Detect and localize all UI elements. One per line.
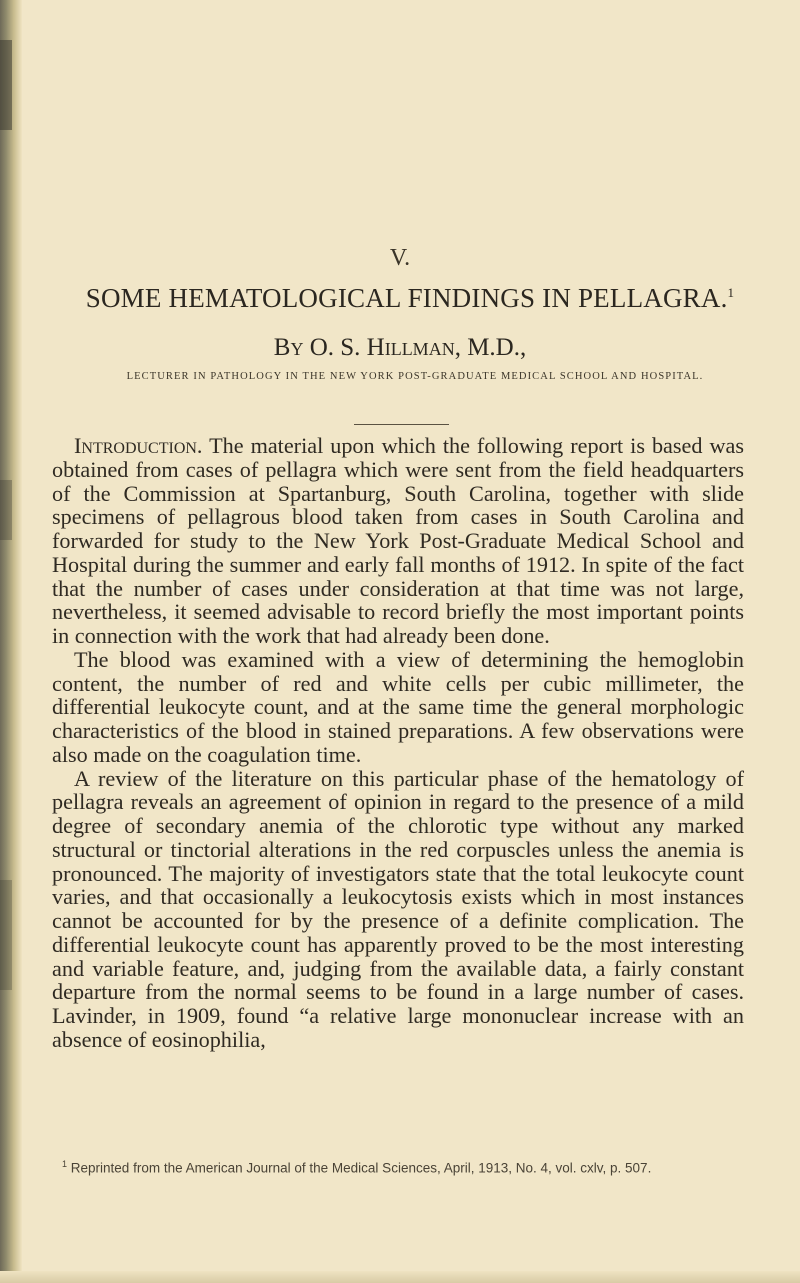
article-title xyxy=(60,283,760,314)
author-line: By O. S. Hillman, M.D., xyxy=(273,334,527,361)
binding-edge xyxy=(0,0,22,1283)
footnote-marker: 1 xyxy=(62,1159,68,1169)
footnote-entry xyxy=(52,1156,752,1177)
footnote xyxy=(52,1156,752,1177)
title-text: SOME HEMATOLOGICAL FINDINGS IN PELLAGRA. xyxy=(85,283,728,313)
article-body xyxy=(52,434,744,1052)
page-bottom-edge xyxy=(0,1271,800,1283)
paragraph-text: The material upon which the following report is based was obtained from cases of pellagra which were sent from the field headquarters of the Commission at Spartanburg, South Carolina, together with slide specimens of pellagrous blood taken from cases in South Carolina and forwarded for study to the New York Post-Graduate Medical School and Hospital during the summer and early fall months of 1912. In spite of the fact that the number of cases under consideration at that time was not large, nevertheless, it seemed advisable to record briefly the most important points in connection with the work that had already been done. xyxy=(52,433,744,648)
author-affiliation: LECTURER IN PATHOLOGY IN THE NEW YORK POST-GRADUATE MEDICAL SCHOOL AND HOSPITAL. xyxy=(126,371,704,382)
binding-shadow xyxy=(0,880,12,990)
paragraph-blood-examination: The blood was examined with a view of determining the hemoglobin content, the number of red and white cells per cubic millimeter, the differential leukocyte count, and at the same time the general morphologic characteristics of the blood in stained preparations. A few observations were also made on the coagulation time. xyxy=(52,646,744,767)
chapter-numeral: V. xyxy=(389,245,411,271)
binding-shadow xyxy=(0,480,12,540)
divider-rule xyxy=(354,424,449,425)
title-footnote-marker: 1 xyxy=(727,285,735,300)
paragraph-literature-review: A review of the literature on this particular phase of the hematology of pellagra reveals an agreement of opinion in regard to the presence of a mild degree of secondary anemia of the chlorotic type without any marked structural or tinctorial alterations in the red corpuscles unless the anemia is pronounced. The majority of investigators state that the total leukocyte count varies, and that occasionally a leukocytosis exists which in most instances cannot be accounted for by the presence of a definite complication. The differential leukocyte count has apparently proved to be the most interesting and variable feature, and, judging from the available data, a fairly constant departure from the normal seems to be found in a large number of cases. Lavinder, in 1909, found “a relative large mononuclear increase with an absence of eosinophilia, xyxy=(52,765,744,1052)
introduction-heading: Introduction. xyxy=(74,433,203,458)
paragraph-introduction xyxy=(52,434,744,648)
binding-shadow xyxy=(0,40,12,130)
footnote-text: Reprinted from the American Journal of the Medical Sciences, April, 1913, No. 4, vol. cxlv, p. 507. xyxy=(70,1160,652,1176)
